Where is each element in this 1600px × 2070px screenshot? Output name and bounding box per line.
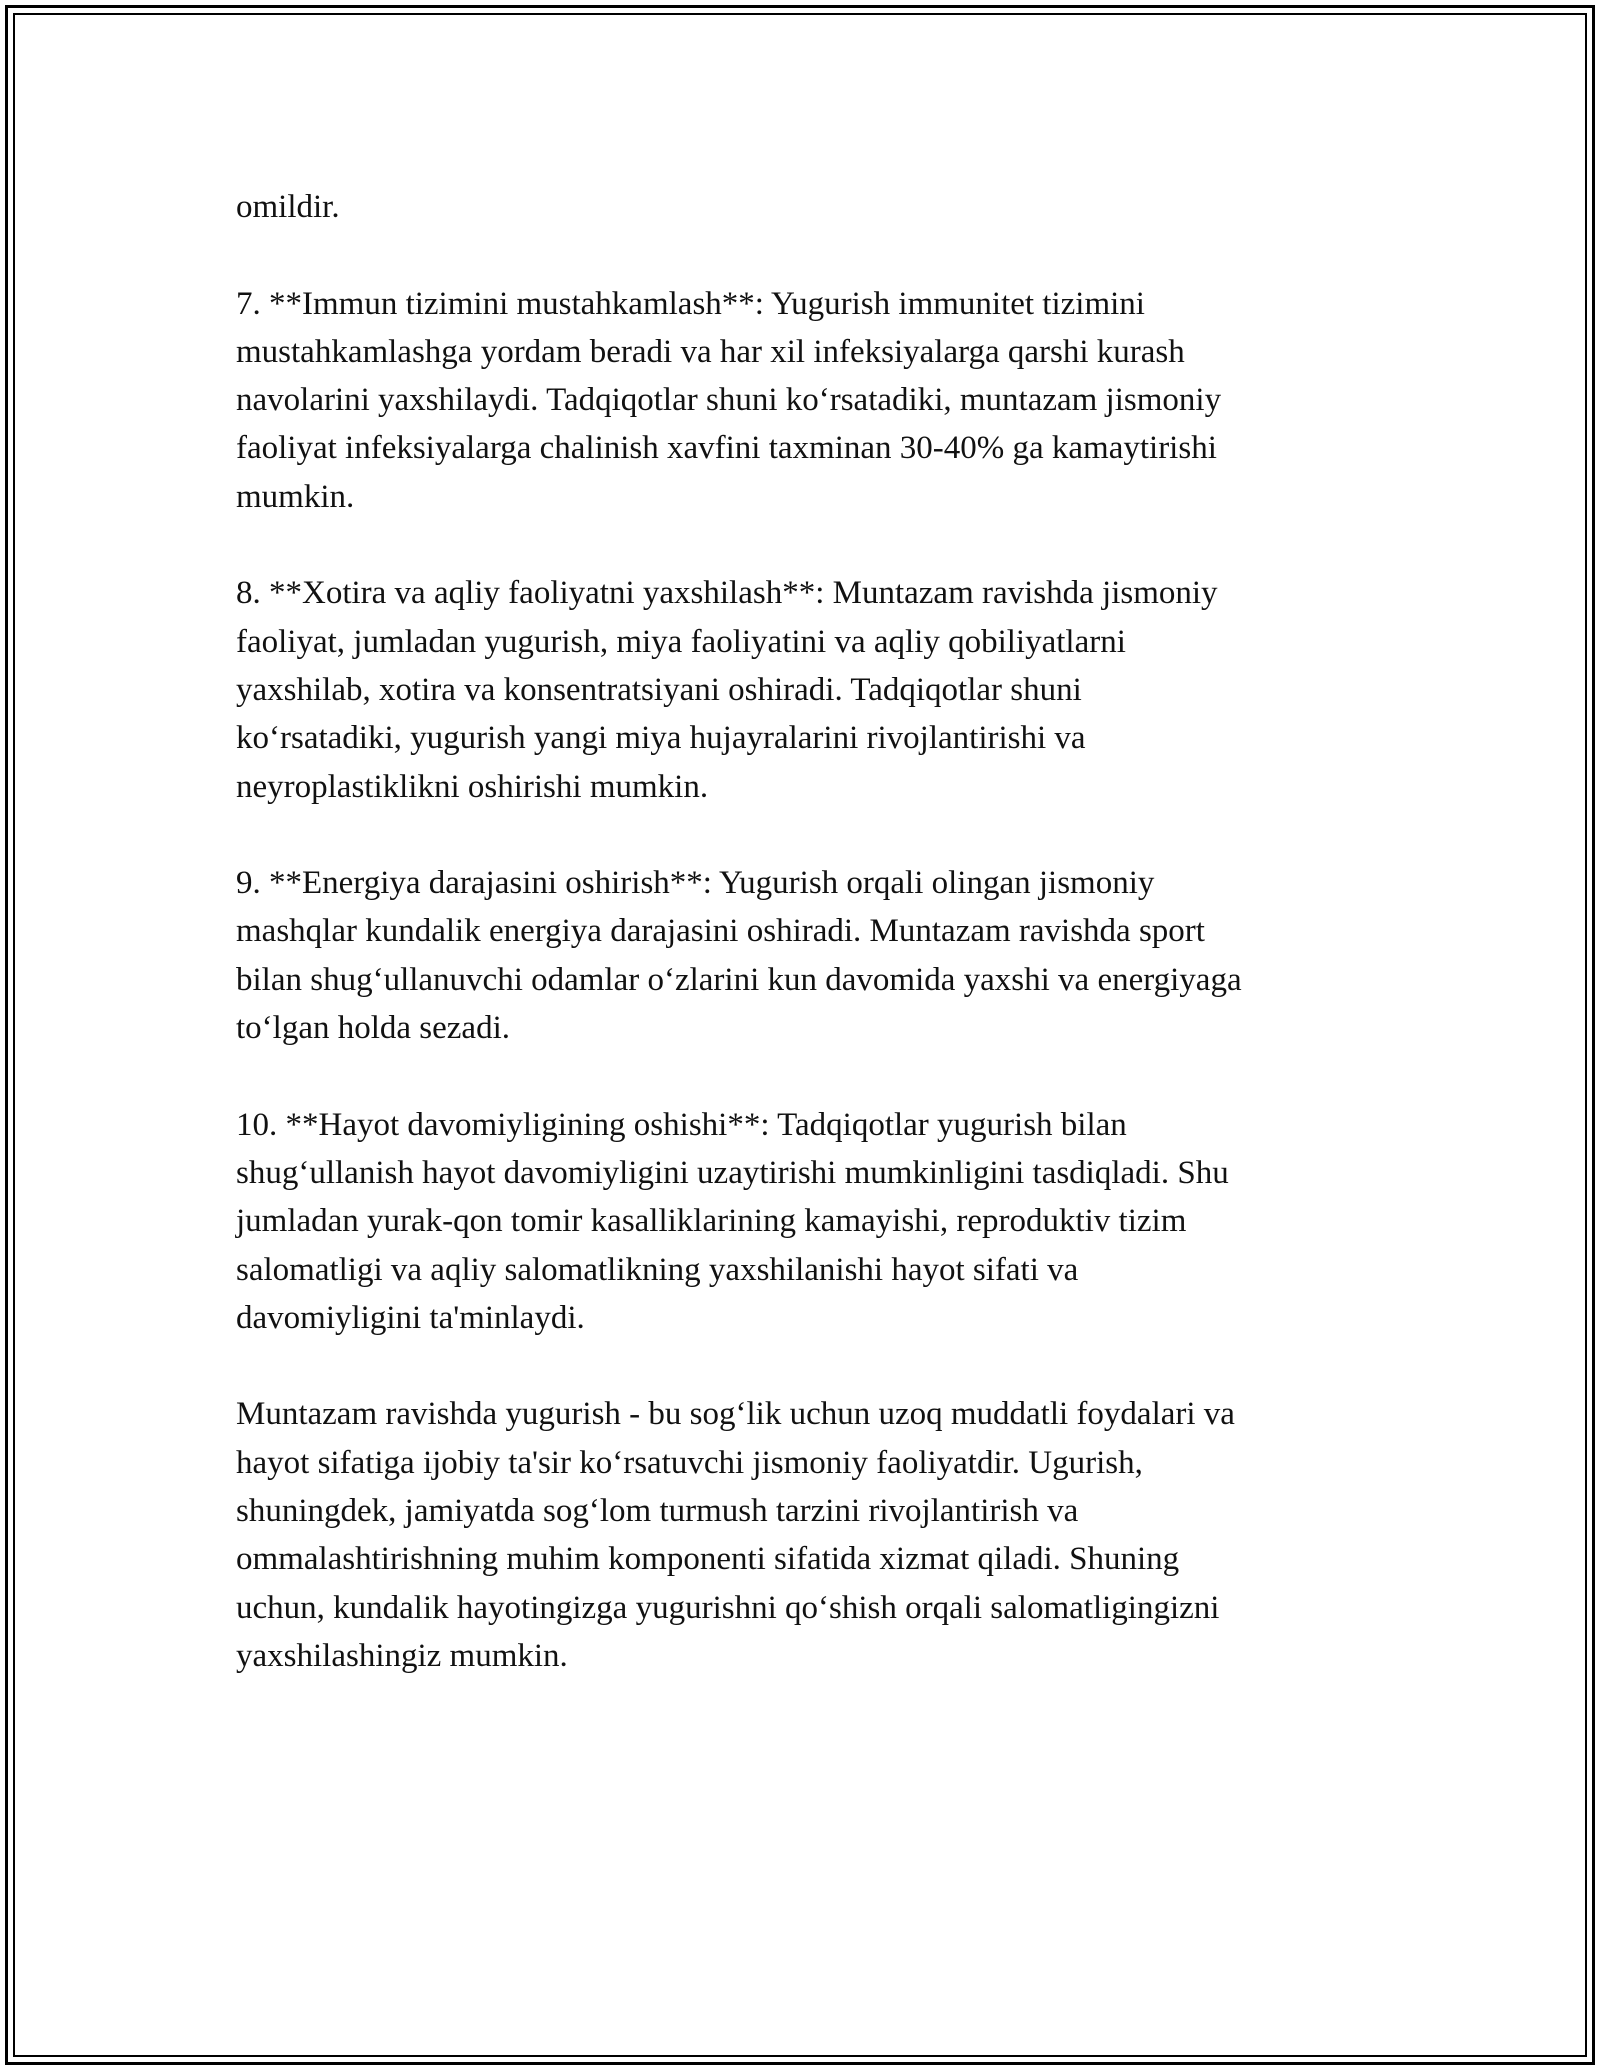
text-line: yaxshilashingiz mumkin. xyxy=(236,1637,568,1674)
paragraph-item-10 xyxy=(236,1101,1386,1342)
paragraph-conclusion xyxy=(236,1390,1386,1680)
text-line: 9. **Energiya darajasini oshirish**: Yugurish orqali olingan jismoniy xyxy=(236,865,1155,902)
text-line: faoliyat, jumladan yugurish, miya faoliyatini va aqliy qobiliyatlarni xyxy=(236,623,1126,660)
text-line: mumkin. xyxy=(236,478,355,515)
document-body xyxy=(236,183,1386,1729)
text-line: omildir. xyxy=(236,189,340,225)
text-line: ommalashtirishning muhim komponenti sifatida xizmat qiladi. Shuning xyxy=(236,1541,1180,1578)
text-line: hayot sifatiga ijobiy ta'sir ko‘rsatuvchi jismoniy faoliyatdir. Ugurish, xyxy=(236,1444,1143,1481)
paragraph-item-7 xyxy=(236,280,1386,521)
text-line: uchun, kundalik hayotingizga yugurishni qo‘shish orqali salomatligingizni xyxy=(236,1589,1220,1626)
text-line: ko‘rsatadiki, yugurish yangi miya hujayralarini rivojlantirishi va xyxy=(236,720,1086,757)
text-line: jumladan yurak-qon tomir kasalliklarining kamayishi, reproduktiv tizim xyxy=(236,1203,1187,1240)
paragraph-item-8 xyxy=(236,569,1386,810)
text-line: to‘lgan holda sezadi. xyxy=(236,1010,510,1047)
text-line: faoliyat infeksiyalarga chalinish xavfini taxminan 30-40% ga kamaytirishi xyxy=(236,430,1217,467)
text-line: shuningdek, jamiyatda sog‘lom turmush tarzini rivojlantirish va xyxy=(236,1493,1079,1530)
text-line: bilan shug‘ullanuvchi odamlar o‘zlarini kun davomida yaxshi va energiyaga xyxy=(236,961,1242,998)
text-line: shug‘ullanish hayot davomiyligini uzaytirishi mumkinligini tasdiqladi. Shu xyxy=(236,1154,1229,1191)
text-line: 10. **Hayot davomiyligining oshishi**: Tadqiqotlar yugurish bilan xyxy=(236,1106,1127,1143)
text-line: 8. **Xotira va aqliy faoliyatni yaxshilash**: Muntazam ravishda jismoniy xyxy=(236,575,1218,612)
text-line: mashqlar kundalik energiya darajasini oshiradi. Muntazam ravishda sport xyxy=(236,913,1205,950)
paragraph-item-9 xyxy=(236,859,1386,1052)
text-line: 7. **Immun tizimini mustahkamlash**: Yugurish immunitet tizimini xyxy=(236,285,1145,322)
paragraph-continuation xyxy=(236,183,1386,231)
text-line: salomatligi va aqliy salomatlikning yaxshilanishi hayot sifati va xyxy=(236,1251,1079,1288)
text-line: davomiyligini ta'minlaydi. xyxy=(236,1299,585,1336)
text-line: Muntazam ravishda yugurish - bu sog‘lik uchun uzoq muddatli foydalari va xyxy=(236,1396,1235,1433)
text-line: navolarini yaxshilaydi. Tadqiqotlar shuni ko‘rsatadiki, muntazam jismoniy xyxy=(236,382,1222,419)
text-line: mustahkamlashga yordam beradi va har xil infeksiyalarga qarshi kurash xyxy=(236,333,1185,370)
text-line: neyroplastiklikni oshirishi mumkin. xyxy=(236,768,709,805)
text-line: yaxshilab, xotira va konsentratsiyani oshiradi. Tadqiqotlar shuni xyxy=(236,671,1082,708)
